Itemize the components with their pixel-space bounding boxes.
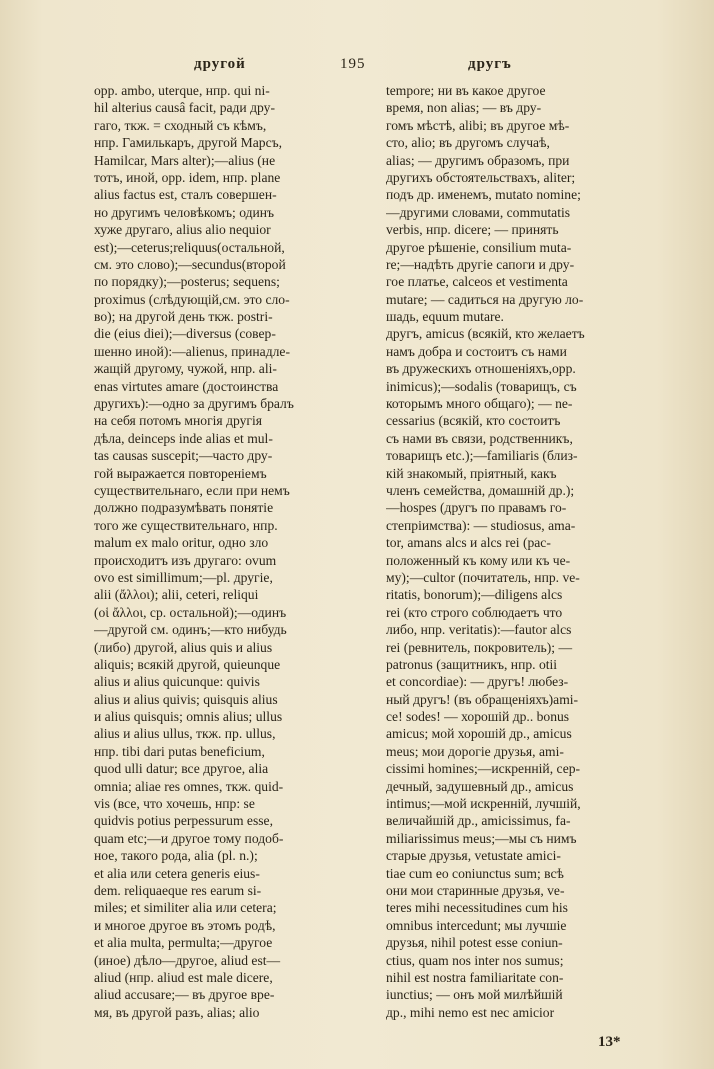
text-line: нпр. tibi dari putas beneficium, — [94, 743, 265, 759]
text-line: шенно иной):—alienus, принадле- — [94, 343, 290, 359]
text-line: др., mihi nemo est nec amicior — [386, 1004, 555, 1020]
text-line: alias; — другимъ образомъ, при — [386, 152, 570, 168]
text-line: alius factus est, сталъ совершен- — [94, 187, 277, 203]
text-line: meus; мои дорогіе друзья, ami- — [386, 743, 564, 759]
text-line: nihil est nostra familiaritate con- — [386, 969, 564, 985]
text-line: по порядку);—posterus; sequens; — [94, 274, 280, 290]
page-number: 195 — [340, 56, 366, 72]
text-line: rei (кто строго соблюдаетъ что — [386, 604, 563, 620]
text-line: старые друзья, vetustate amici- — [386, 848, 561, 864]
text-line: inimicus);—sodalis (товарищъ, съ — [386, 378, 577, 394]
text-line: et concordiae): — другъ! любез- — [386, 674, 569, 690]
text-line: дечный, задушевный др., amicus — [386, 778, 574, 794]
text-line: на себя потомъ многія другія — [94, 413, 263, 429]
text-line: verbis, нпр. dicere; — принять — [386, 222, 559, 238]
text-line: степріимства): — studiosus, ama- — [386, 517, 576, 533]
text-line: miles; et similiter alia или cetera; — [94, 900, 277, 916]
text-line: est);—ceterus;reliquus(остальной, — [94, 239, 285, 255]
text-line: tor, amans alcs и alcs rei (рас- — [386, 535, 551, 551]
text-line: malum ex malo oritur, одно зло — [94, 535, 269, 551]
text-line: но другимъ человѣкомъ; одинъ — [94, 204, 275, 220]
text-line: quidvis potius perpessurum esse, — [94, 813, 273, 829]
text-line: ный другъ! (въ обращеніяхъ)ami- — [386, 691, 579, 707]
text-line: opp. ambo, uterque, нпр. qui ni- — [94, 83, 270, 98]
text-line: они мои старинные друзья, ve- — [386, 882, 565, 898]
text-line: см. это слово);—secundus(второй — [94, 256, 286, 272]
text-line: teres mihi necessitudines cum his — [386, 900, 568, 916]
text-line: et alia multa, permulta;—другое — [94, 935, 273, 951]
text-line: amicus; мой хорошій др., amicus — [386, 726, 572, 742]
header-left-word: другой — [194, 56, 246, 72]
text-line: происходитъ изъ другаго: ovum — [94, 552, 277, 568]
text-line: (οἱ ἄλλοι, ср. остальной);—одинъ — [94, 604, 287, 620]
text-line: die (eius diei);—diversus (совер- — [94, 326, 276, 342]
text-line: друзья, nihil potest esse coniun- — [386, 935, 563, 951]
text-line: ritatis, bonorum);—diligens alcs — [386, 587, 563, 603]
text-line: re;—надѣть другіе сапоги и дру- — [386, 256, 575, 272]
text-line: гое платье, calceos et vestimenta — [386, 274, 568, 290]
text-line: другъ, amicus (всякій, кто желаетъ — [386, 326, 585, 342]
text-line: ovo est simillimum;—pl. другіе, — [94, 569, 273, 585]
text-line: miliarissimus meus;—мы съ нимъ — [386, 830, 577, 846]
text-line: товарищъ etc.);—familiaris (близ- — [386, 448, 578, 464]
text-line: alius и alius quicunque: quivis — [94, 674, 260, 690]
left-column — [94, 82, 356, 1021]
text-line: подъ др. именемъ, mutato nomine; — [386, 187, 581, 203]
text-line: въ дружескихъ отношеніяхъ,opp. — [386, 361, 576, 377]
text-line: другихъ обстоятельствахъ, aliter; — [386, 169, 576, 185]
text-line: —hospes (другъ по правамъ го- — [386, 500, 567, 516]
text-line: должно подразумѣвать понятіе — [94, 500, 274, 516]
text-line: сто, alio; въ другомъ случаѣ, — [386, 135, 550, 151]
text-line: которымъ много общаго); — ne- — [386, 396, 573, 412]
text-line: (либо) другой, alius quis и alius — [94, 639, 273, 655]
text-line: гомъ мѣстѣ, alibi; въ другое мѣ- — [386, 117, 570, 133]
text-line: dem. reliquaeque res earum si- — [94, 882, 262, 898]
header-right-word: другъ — [468, 56, 512, 72]
text-line: Hamilcar, Mars alter);—alius (не — [94, 152, 276, 168]
text-line: съ нами въ связи, родственникъ, — [386, 430, 573, 446]
text-line: aliud (нпр. aliud est male dicere, — [94, 969, 273, 985]
text-line: существительнаго, если при немъ — [94, 482, 290, 498]
text-line: vis (все, что хочешь, нпр: se — [94, 796, 255, 812]
text-line: членъ семейства, домашній др.); — [386, 482, 575, 498]
text-line: намъ добра и состоитъ съ нами — [386, 343, 567, 359]
text-line: tas causas suscepit;—часто дру- — [94, 448, 273, 464]
text-line: hil alterius causâ facit, ради дру- — [94, 100, 275, 116]
text-line: quam etc;—и другое тому подоб- — [94, 830, 284, 846]
text-line: aliquis; всякій другой, quieunque — [94, 656, 281, 672]
text-line: —другой см. одинъ;—кто нибудь — [94, 622, 287, 638]
text-line: tempore; ни въ какое другое — [386, 83, 546, 98]
text-line: rei (ревнитель, покровитель); — — [386, 639, 573, 655]
text-line: ное, такого рода, alia (pl. n.); — [94, 848, 258, 864]
text-line: либо, нпр. veritatis):—fautor alcs — [386, 622, 572, 638]
text-line: другое рѣшеніе, consilium muta- — [386, 239, 572, 255]
text-line: alii (ἄλλοι); alii, ceteri, reliqui — [94, 587, 259, 603]
text-line: во); на другой день ткж. postri- — [94, 309, 273, 325]
text-line: enas virtutes amare (достоинства — [94, 378, 279, 394]
text-line: aliud accusare;— въ другое вре- — [94, 987, 275, 1003]
text-line: proximus (слѣдующій,см. это сло- — [94, 291, 290, 307]
text-line: quod ulli datur; все другое, alia — [94, 761, 269, 777]
text-line: ce! sodes! — хорошій др.. bonus — [386, 709, 570, 725]
text-line: кій знакомый, пріятный, какъ — [386, 465, 557, 481]
text-line: alius и alius ullus, ткж. пр. ullus, — [94, 726, 276, 742]
text-line: alius и alius quivis; quisquis alius — [94, 691, 278, 707]
text-line: хуже другаго, alius alio nequior — [94, 222, 271, 238]
text-line: величайшій др., amicissimus, fa- — [386, 813, 571, 829]
text-line: другихъ):—одно за другимъ бралъ — [94, 396, 294, 412]
text-line: patronus (защитникъ, нпр. otii — [386, 656, 558, 672]
text-line: дѣла, deinceps inde alias et mul- — [94, 430, 273, 446]
text-line: ctius, quam nos inter nos sumus; — [386, 952, 564, 968]
signature-mark: 13* — [598, 1034, 621, 1050]
text-line: гой выражается повтореніемъ — [94, 465, 267, 481]
text-line: жащій другому, чужой, нпр. ali- — [94, 361, 277, 377]
text-line: cissimi homines;—искренній, сер- — [386, 761, 581, 777]
running-header — [0, 56, 714, 78]
right-column — [386, 82, 656, 1021]
text-line: время, non alias; — въ дру- — [386, 100, 542, 116]
text-line: intimus;—мой искренній, лучшій, — [386, 796, 581, 812]
text-line: cessarius (всякій, кто состоитъ — [386, 413, 561, 429]
text-line: гаго, ткж. = сходный съ кѣмъ, — [94, 117, 267, 133]
text-line: (иное) дѣло—другое, aliud est— — [94, 952, 281, 968]
text-line: mutare; — садиться на другую ло- — [386, 291, 584, 307]
text-line: и alius quisquis; omnis alius; ullus — [94, 709, 283, 725]
text-line: и многое другое въ этомъ родѣ, — [94, 917, 276, 933]
text-line: iunctius; — онъ мой милѣйшій — [386, 987, 563, 1003]
text-line: —другими словами, commutatis — [386, 204, 571, 220]
text-line: положенный къ кому или къ че- — [386, 552, 571, 568]
text-line: tiae cum eo coniunctus sum; всѣ — [386, 865, 564, 881]
text-line: шадь, equum mutare. — [386, 309, 504, 325]
text-line: et alia или cetera generis eius- — [94, 865, 260, 881]
text-line: omnibus intercedunt; мы лучшіе — [386, 917, 567, 933]
text-line: того же существительнаго, нпр. — [94, 517, 278, 533]
text-line: нпр. Гамилькаръ, другой Марсъ, — [94, 135, 283, 151]
text-line: omnia; aliae res omnes, ткж. quid- — [94, 778, 284, 794]
text-line: му);—cultor (почитатель, нпр. ve- — [386, 569, 580, 585]
text-line: тотъ, иной, opp. idem, нпр. plane — [94, 169, 281, 185]
text-line: мя, въ другой разъ, alias; alio — [94, 1004, 260, 1020]
